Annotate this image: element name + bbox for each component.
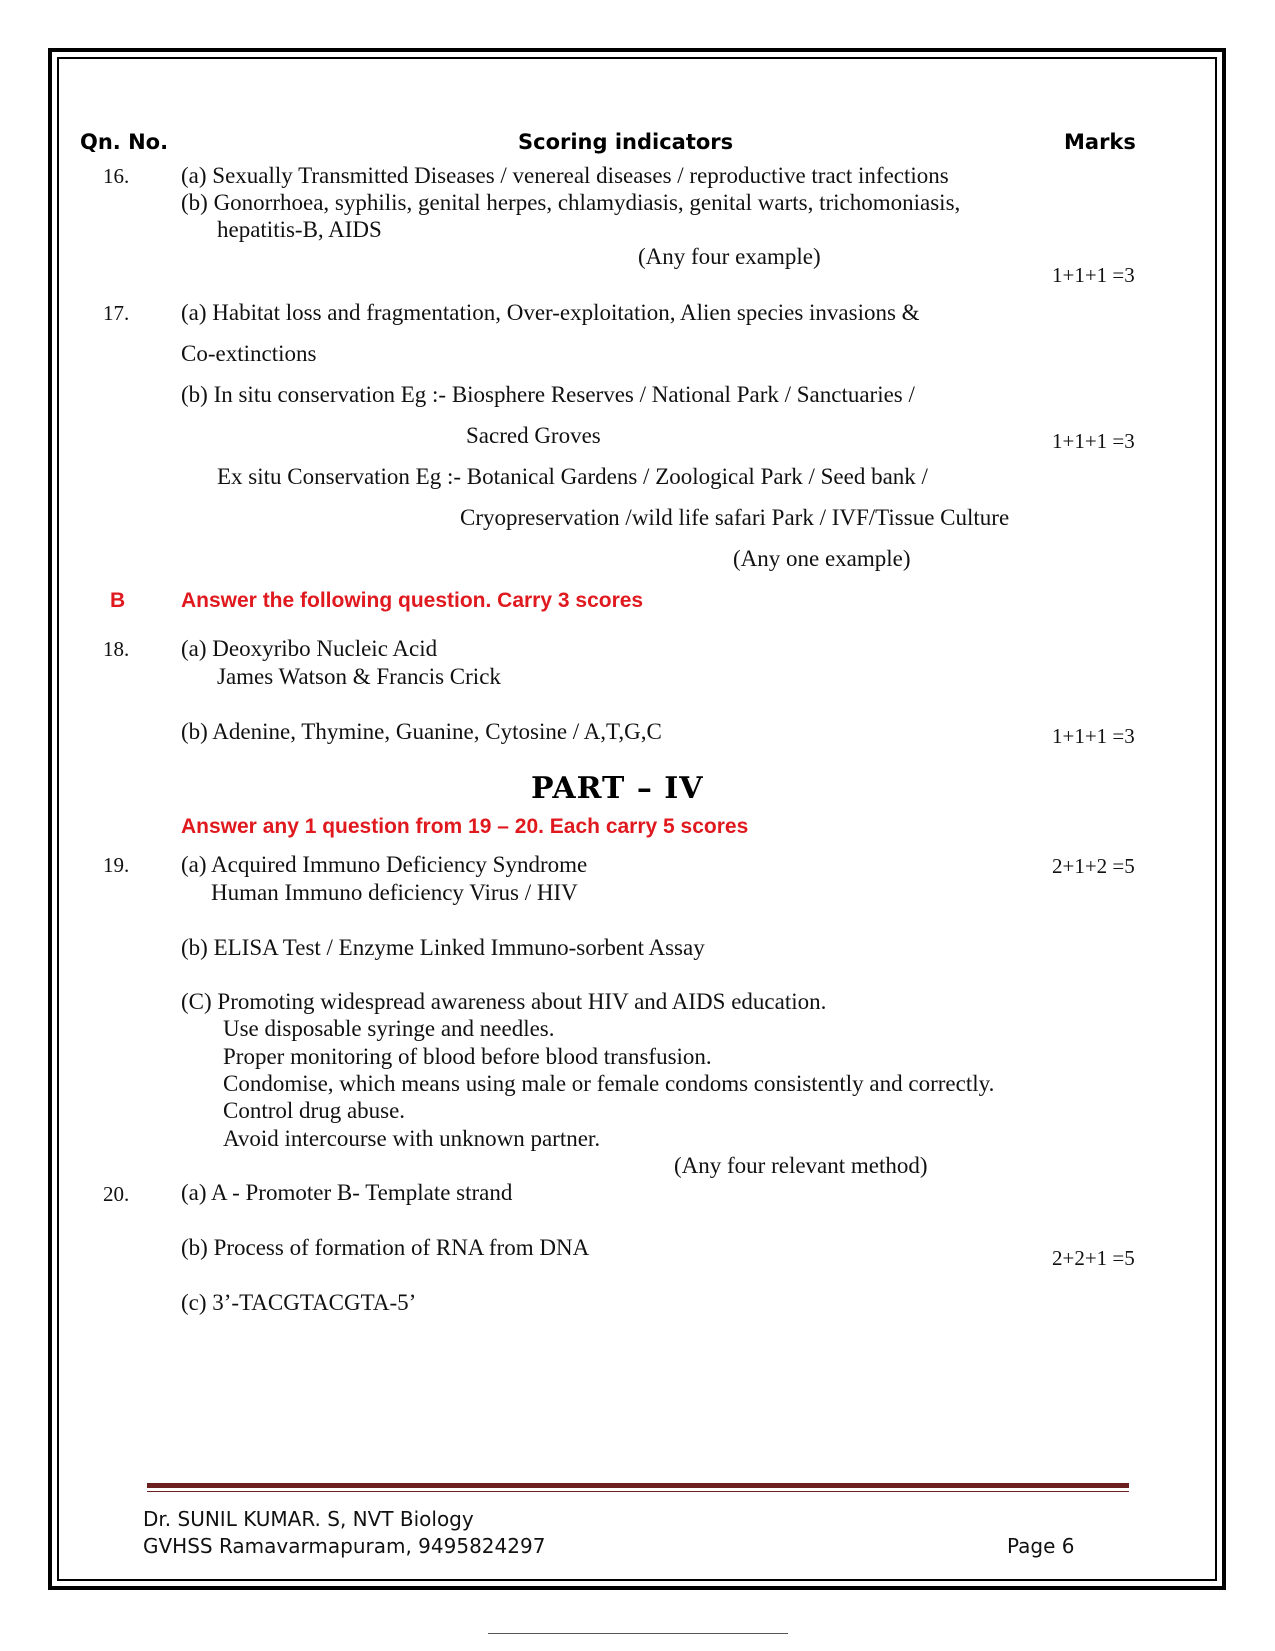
q19-c: (C) Promoting widespread awareness about HIV and AIDS education. <box>181 989 827 1014</box>
q16-a: (a) Sexually Transmitted Diseases / venereal diseases / reproductive tract infections <box>181 163 949 188</box>
q19-c-item: Avoid intercourse with unknown partner. <box>223 1126 601 1151</box>
q17-c1: Ex situ Conservation Eg :- Botanical Gardens / Zoological Park / Seed bank / <box>217 464 928 489</box>
q20-b: (b) Process of formation of RNA from DNA <box>181 1235 590 1260</box>
q17-number: 17. <box>103 301 130 325</box>
q20-a: (a) A - Promoter B- Template strand <box>181 1180 513 1205</box>
q18-a1: (a) Deoxyribo Nucleic Acid <box>181 636 438 661</box>
footer-school: GVHSS Ramavarmapuram, 9495824297 <box>143 1534 546 1558</box>
q19-c-item: Use disposable syringe and needles. <box>223 1016 555 1041</box>
q17-a2: Co-extinctions <box>181 341 317 366</box>
q19-c-item: Proper monitoring of blood before blood transfusion. <box>223 1044 712 1069</box>
q17-b2: Sacred Groves <box>466 423 601 448</box>
section-b-label: B <box>110 589 126 612</box>
q19-a1: (a) Acquired Immuno Deficiency Syndrome <box>181 852 588 877</box>
q19-c-item: Condomise, which means using male or female condoms consistently and correctly. <box>223 1071 995 1096</box>
q18-marks: 1+1+1 =3 <box>1052 724 1135 748</box>
header-qn: Qn. No. <box>80 130 169 154</box>
q19-b: (b) ELISA Test / Enzyme Linked Immuno-sorbent Assay <box>181 935 705 960</box>
page-bottom-line <box>488 1633 788 1634</box>
q20-number: 20. <box>103 1182 130 1206</box>
q17-c2: Cryopreservation /wild life safari Park / IVF/Tissue Culture <box>460 505 1010 530</box>
q20-c: (c) 3’-TACGTACGTA-5’ <box>181 1290 417 1315</box>
q18-b: (b) Adenine, Thymine, Guanine, Cytosine / A,T,G,C <box>181 719 662 744</box>
q17-b1: (b) In situ conservation Eg :- Biosphere Reserves / National Park / Sanctuaries / <box>181 382 915 407</box>
q19-number: 19. <box>103 853 130 877</box>
footer-page-number: Page 6 <box>1007 1534 1075 1558</box>
footer-author: Dr. SUNIL KUMAR. S, NVT Biology <box>143 1507 474 1531</box>
q16-note: (Any four example) <box>638 244 821 269</box>
part-iv-title: PART – IV <box>531 771 704 806</box>
footer-rule-thin <box>147 1491 1129 1492</box>
part-iv-instruction: Answer any 1 question from 19 – 20. Each carry 5 scores <box>181 815 749 838</box>
q18-number: 18. <box>103 637 130 661</box>
q17-a1: (a) Habitat loss and fragmentation, Over-exploitation, Alien species invasions & <box>181 300 920 325</box>
header-marks: Marks <box>1064 130 1136 154</box>
q19-note: (Any four relevant method) <box>674 1153 928 1178</box>
q18-a2: James Watson & Francis Crick <box>217 664 501 689</box>
q20-marks: 2+2+1 =5 <box>1052 1246 1135 1270</box>
q16-b2: hepatitis-B, AIDS <box>217 217 382 242</box>
q16-marks: 1+1+1 =3 <box>1052 263 1135 287</box>
q19-a2: Human Immuno deficiency Virus / HIV <box>211 880 578 905</box>
section-b-instruction: Answer the following question. Carry 3 scores <box>181 589 644 612</box>
q16-b1: (b) Gonorrhoea, syphilis, genital herpes, chlamydiasis, genital warts, trichomoniasis, <box>181 190 961 215</box>
q16-number: 16. <box>103 164 130 188</box>
footer-rule <box>147 1483 1129 1488</box>
q19-marks: 2+1+2 =5 <box>1052 854 1135 878</box>
q17-marks: 1+1+1 =3 <box>1052 429 1135 453</box>
header-scoring: Scoring indicators <box>518 130 734 154</box>
q19-c-item: Control drug abuse. <box>223 1098 406 1123</box>
q17-note: (Any one example) <box>733 546 911 571</box>
